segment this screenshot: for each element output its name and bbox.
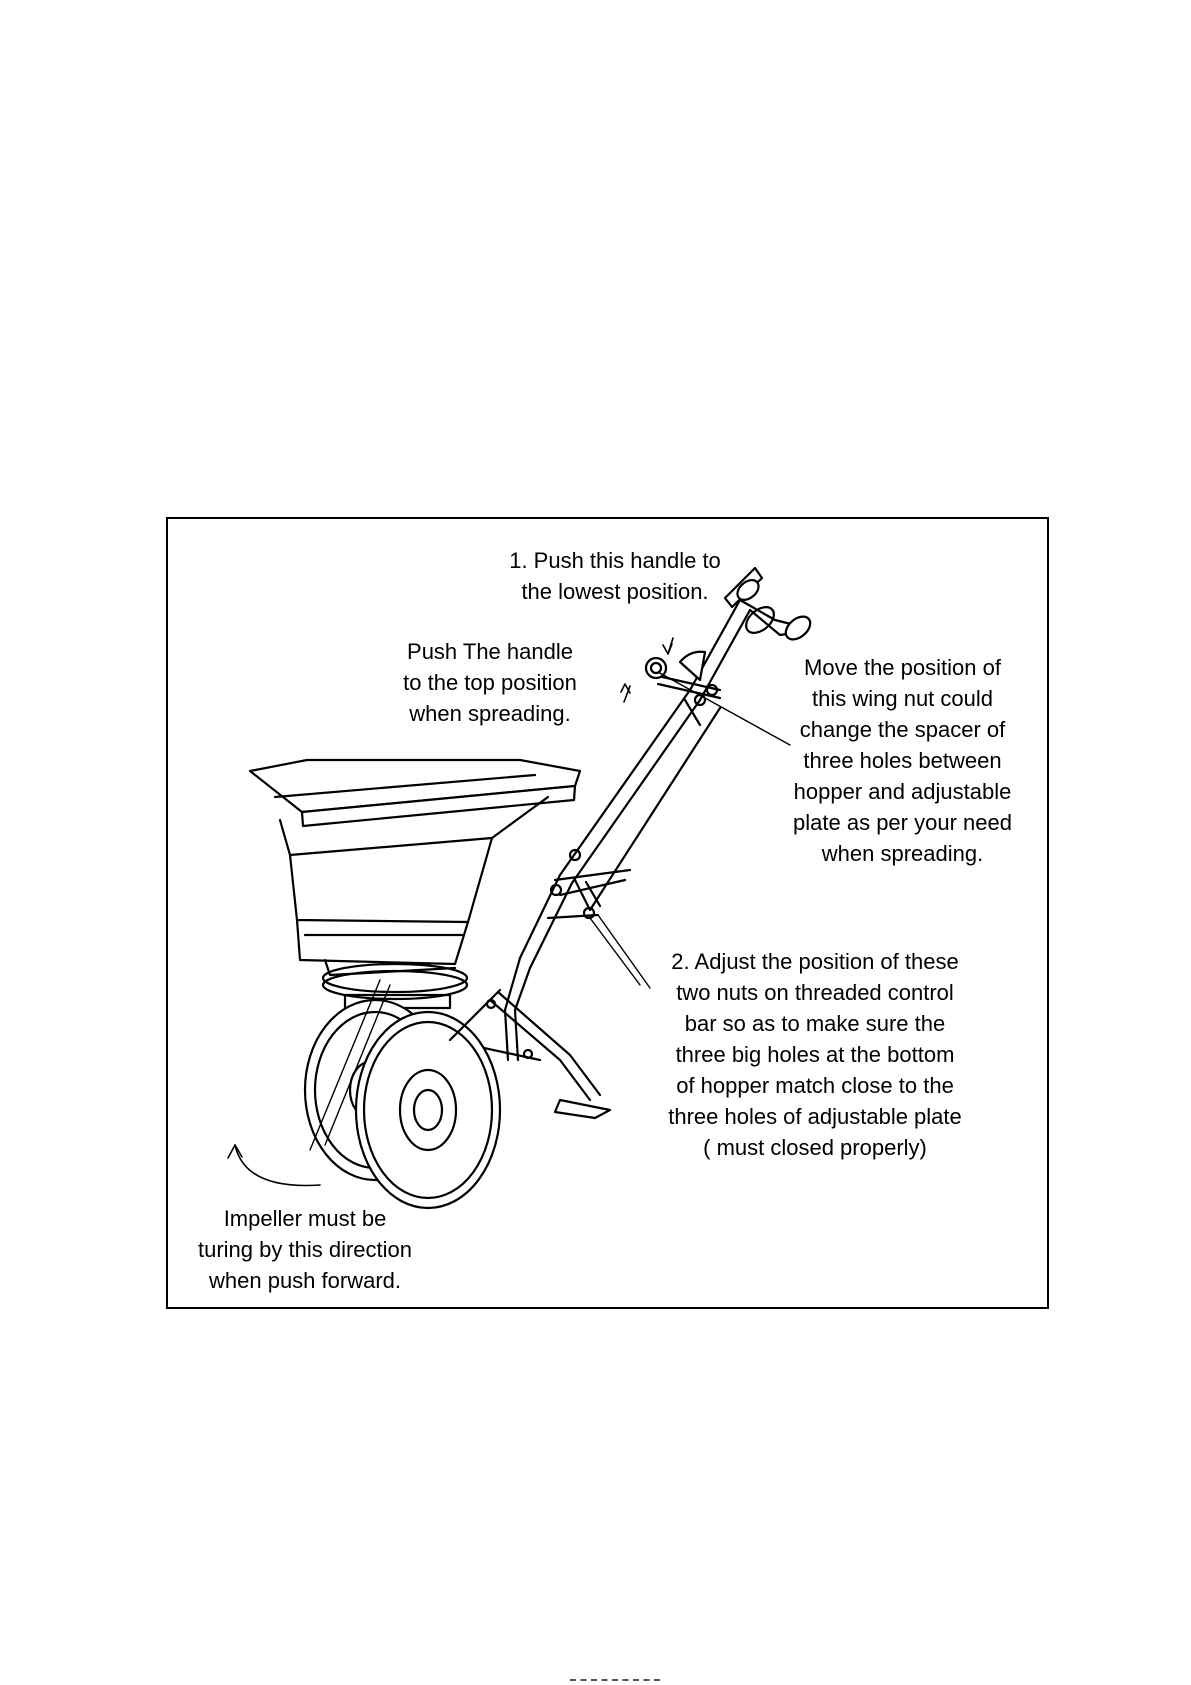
callout-line: 2. Adjust the position of these (671, 949, 959, 974)
callout-line: hopper and adjustable (793, 779, 1012, 804)
callout-line: Push The handle (407, 639, 573, 664)
callout-line: plate as per your need (793, 810, 1012, 835)
hopper (250, 760, 580, 975)
page-edge-mark (570, 1679, 660, 1684)
callout-line: bar so as to make sure the (684, 1011, 946, 1036)
callout-adjust-nuts (630, 946, 1000, 1163)
callout-line: when spreading. (409, 701, 571, 726)
callout-line: of hopper match close to the (676, 1073, 954, 1098)
callout-line: three holes between (803, 748, 1002, 773)
callout-handle-top (370, 636, 610, 729)
callout-handle-lowest (465, 545, 765, 607)
callout-line: to the top position (403, 670, 577, 695)
callout-line: this wing nut could (812, 686, 993, 711)
impeller-plate (323, 964, 467, 1008)
callout-line: three holes of adjustable plate (668, 1104, 962, 1129)
callout-impeller (170, 1203, 440, 1296)
callout-line: two nuts on threaded control (676, 980, 954, 1005)
callout-line: turing by this direction (198, 1237, 412, 1262)
callout-line: Move the position of (804, 655, 1001, 680)
adjustment-arc (646, 652, 720, 725)
callout-line: change the spacer of (799, 717, 1006, 742)
callout-line: 1. Push this handle to (509, 548, 721, 573)
callout-wing-nut (770, 652, 1035, 869)
callout-line: the lowest position. (521, 579, 709, 604)
callout-line: Impeller must be (223, 1206, 387, 1231)
callout-line: when spreading. (821, 841, 984, 866)
callout-line: when push forward. (209, 1268, 401, 1293)
callout-line: ( must closed properly) (703, 1135, 927, 1160)
callout-line: three big holes at the bottom (675, 1042, 955, 1067)
